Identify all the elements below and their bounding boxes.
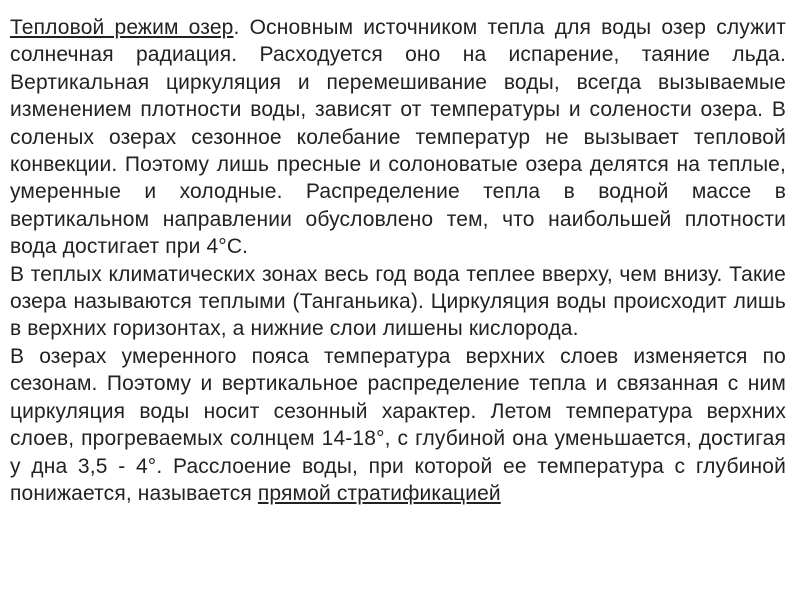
paragraph-warm-lakes xyxy=(10,261,786,343)
paragraph-text: В теплых климатических зонах весь год вода теплее вверху, чем внизу. Такие озера называются теплыми (Танганьика). Циркуляция воды происходит лишь в верхних горизонтах, а нижние слои лишены кислорода. xyxy=(10,262,786,341)
section-heading: Тепловой режим озер xyxy=(10,16,234,39)
paragraph-temperate-lakes xyxy=(10,343,786,507)
paragraph-text: В озерах умеренного пояса температура верхних слоев изменяется по сезонам. Поэтому и вертикальное распределение тепла и связанная с ним циркуляция воды носит сезонный характер. Летом температура верхних слоев, прогреваемых солнцем 14-18°, с глубиной она уменьшается, достигая у дна 3,5 - 4°. Расслоение воды, при которой ее температура с глубиной понижается, называется xyxy=(10,344,786,505)
document-page xyxy=(10,14,786,507)
paragraph-thermal-regime xyxy=(10,14,786,261)
paragraph-text: . Основным источником тепла для воды озер служит солнечная радиация. Расходуется оно на испарение, таяние льда. Вертикальная циркуляция и перемешивание воды, всегда вызываемые изменением плотности воды, зависят от температуры и солености озера. В соленых озерах сезонное колебание температур не вызывает тепловой конвекции. Поэтому лишь пресные и солоноватые озера делятся на теплые, умеренные и холодные. Распределение тепла в водной массе в вертикальном направлении обусловлено тем, что наибольшей плотности вода достигает при 4°С. xyxy=(10,16,786,259)
underlined-term: прямой стратификацией xyxy=(257,481,501,505)
